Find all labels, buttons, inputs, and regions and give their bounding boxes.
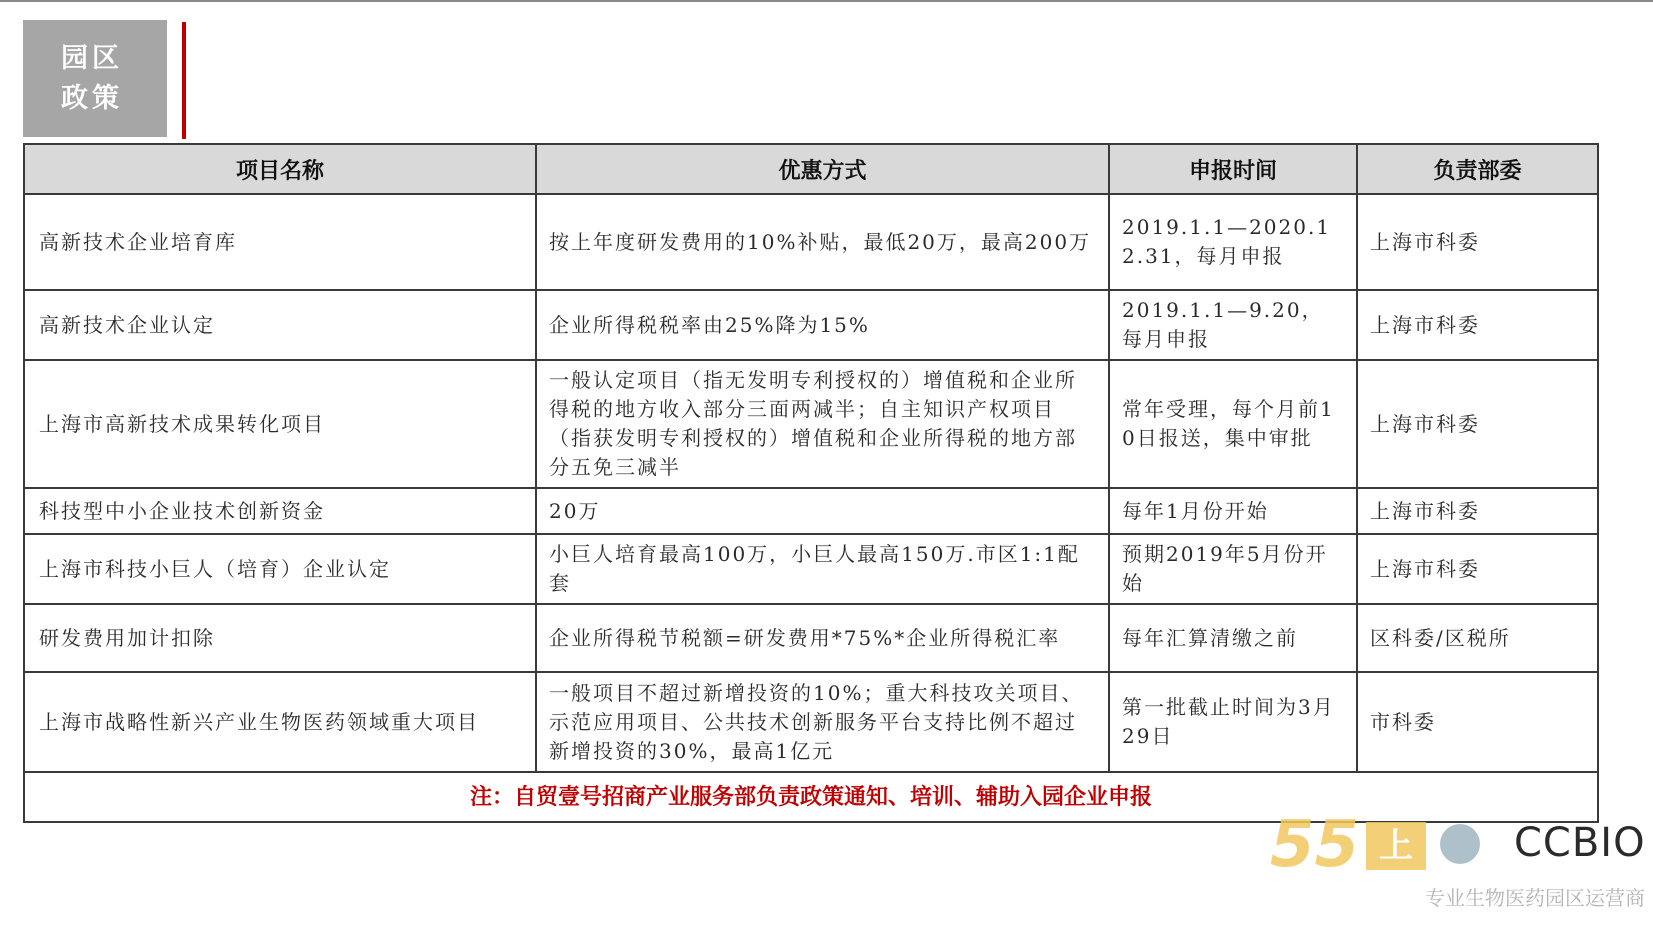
cell-time: 每年汇算清缴之前 [1109, 604, 1357, 672]
cell-dept: 上海市科委 [1357, 534, 1598, 604]
cell-time: 第一批截止时间为3月29日 [1109, 672, 1357, 772]
section-tag-line1: 园区 [61, 42, 123, 74]
cell-time: 每年1月份开始 [1109, 488, 1357, 534]
cell-benefit: 企业所得税税率由25%降为15% [536, 290, 1109, 360]
table-row [24, 604, 1598, 672]
cell-time: 常年受理，每个月前10日报送，集中审批 [1109, 360, 1357, 488]
ccbio-brand: CCBIO [1514, 820, 1646, 866]
watermark-number: 55 [1270, 808, 1360, 882]
cell-dept: 区科委/区税所 [1357, 604, 1598, 672]
cell-name: 科技型中小企业技术创新资金 [24, 488, 536, 534]
cell-name: 高新技术企业培育库 [24, 194, 536, 290]
table-row [24, 534, 1598, 604]
policy-table [23, 143, 1599, 823]
cell-benefit: 一般项目不超过新增投资的10%；重大科技攻关项目、示范应用项目、公共技术创新服务平台支持比例不超过新增投资的30%，最高1亿元 [536, 672, 1109, 772]
cell-benefit: 小巨人培育最高100万，小巨人最高150万.市区1:1配套 [536, 534, 1109, 604]
cell-benefit: 企业所得税节税额=研发费用*75%*企业所得税汇率 [536, 604, 1109, 672]
note-text: 注：自贸壹号招商产业服务部负责政策通知、培训、辅助入园企业申报 [24, 772, 1598, 822]
cell-dept: 上海市科委 [1357, 360, 1598, 488]
top-rule [0, 0, 1653, 2]
cell-dept: 市科委 [1357, 672, 1598, 772]
watermark [1270, 808, 1646, 882]
table-header-row [24, 144, 1598, 194]
cell-dept: 上海市科委 [1357, 488, 1598, 534]
cell-benefit: 按上年度研发费用的10%补贴，最低20万，最高200万 [536, 194, 1109, 290]
cell-time: 2019.1.1—9.20，每月申报 [1109, 290, 1357, 360]
cell-benefit: 一般认定项目（指无发明专利授权的）增值税和企业所得税的地方收入部分三面两减半；自主知识产权项目（指获发明专利授权的）增值税和企业所得税的地方部分五免三减半 [536, 360, 1109, 488]
ccbio-logo-icon [1440, 824, 1480, 864]
cell-name: 高新技术企业认定 [24, 290, 536, 360]
cell-dept: 上海市科委 [1357, 290, 1598, 360]
cell-name: 上海市科技小巨人（培育）企业认定 [24, 534, 536, 604]
section-tag [23, 20, 167, 137]
cell-name: 上海市战略性新兴产业生物医药领域重大项目 [24, 672, 536, 772]
header-name: 项目名称 [24, 144, 536, 194]
accent-bar [182, 22, 186, 139]
section-tag-line2: 政策 [61, 82, 123, 114]
cell-name: 研发费用加计扣除 [24, 604, 536, 672]
tagline: 专业生物医药园区运营商 [1425, 886, 1645, 910]
cell-benefit: 20万 [536, 488, 1109, 534]
table-row [24, 290, 1598, 360]
watermark-char: 上 [1366, 822, 1426, 870]
header-time: 申报时间 [1109, 144, 1357, 194]
cell-time: 预期2019年5月份开始 [1109, 534, 1357, 604]
cell-time: 2019.1.1—2020.12.31，每月申报 [1109, 194, 1357, 290]
table-row [24, 488, 1598, 534]
header-benefit: 优惠方式 [536, 144, 1109, 194]
cell-dept: 上海市科委 [1357, 194, 1598, 290]
table-row [24, 360, 1598, 488]
cell-name: 上海市高新技术成果转化项目 [24, 360, 536, 488]
table-row [24, 194, 1598, 290]
header-dept: 负责部委 [1357, 144, 1598, 194]
table-row [24, 672, 1598, 772]
